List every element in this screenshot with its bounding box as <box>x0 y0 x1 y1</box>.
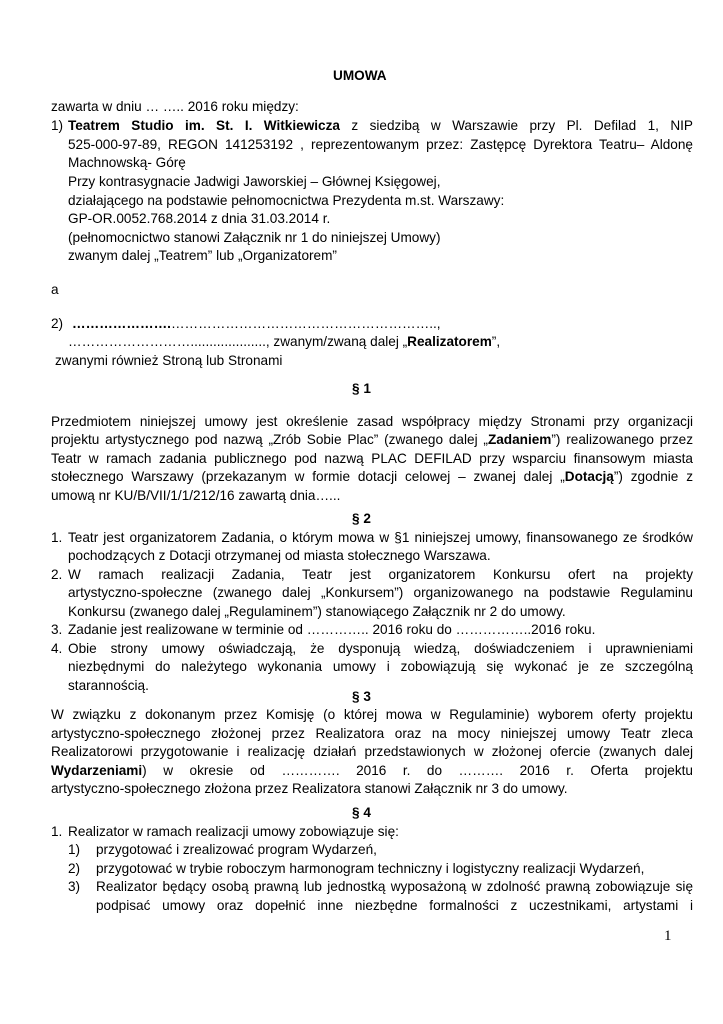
s4-sub3-line2: podpisać umowy oraz dopełnić inne niezbędne formalności z uczestnikami, artystami i <box>96 898 693 913</box>
s4-sub1-line1: przygotować i zrealizować program Wydarzeń, <box>96 842 377 857</box>
section1-heading: § 1 <box>352 381 371 396</box>
section4-heading: § 4 <box>352 805 371 820</box>
party2-line2: ………………………...................., zwanym/zwaną dalej „Realizatorem”, <box>68 334 501 349</box>
s2-item1-number: 1. <box>51 530 63 545</box>
s2-item4-number: 4. <box>51 641 63 656</box>
s2-item3-number: 3. <box>51 622 63 637</box>
s4-item1-text: Realizator w ramach realizacji umowy zobowiązuje się: <box>68 824 399 839</box>
s4-sub3-line1: Realizator będący osobą prawną lub jednostką wyposażoną w zdolność prawną zobowiązuje się <box>96 879 693 894</box>
party2-line3: zwanymi również Stroną lub Stronami <box>55 353 283 368</box>
section3-line2: artystyczno-społecznego złożonej przez Realizatora oraz na mocy niniejszej umowy Teatr zleca <box>51 726 693 741</box>
s2-item4-line3: starannością. <box>68 678 149 693</box>
party1-line4: Przy kontrasygnacie Jadwigi Jaworskiej – Głównej Księgowej, <box>68 174 441 189</box>
s2-item4-line2: niezbędnymi do należytego wykonania umowy i zobowiązują się wykonać je ze szczególną <box>68 659 693 674</box>
section2-heading: § 2 <box>352 511 371 526</box>
section3-line5: artystyczno-społecznego złożona przez Realizatora stanowi Załącznik nr 3 do umowy. <box>51 781 568 796</box>
s2-item4-line1: Obie strony umowy oświadczają, że dysponują wiedzą, doświadczeniem i uprawnieniami <box>68 641 693 656</box>
section3-line1: W związku z dokonanym przez Komisję (o której mowa w Regulaminie) wyborem oferty projektu <box>51 707 693 722</box>
wydarzeniami-term: Wydarzeniami <box>51 763 143 778</box>
party1-line6: GP-OR.0052.768.2014 z dnia 31.03.2014 r. <box>68 211 331 226</box>
party1-line2: 525-000-97-89, REGON 141253192 , reprezentowanym przez: Zastępcę Dyrektora Teatru– Aldonę <box>68 137 693 152</box>
section3-heading: § 3 <box>352 689 371 704</box>
section1-line1: Przedmiotem niniejszej umowy jest określenie zasad współpracy między Stronami przy organizacji <box>51 414 693 429</box>
section1-line5: umową nr KU/B/VII/1/1/212/16 zawartą dnia…... <box>51 488 341 503</box>
s2-item2-line2: artystyczno-społeczne (zwanego dalej „Konkursem”) organizowanego na podstawie Regulaminu <box>68 585 693 600</box>
s4-sub2-number: 2) <box>68 861 81 876</box>
party1-line7: (pełnomocnictwo stanowi Załącznik nr 1 do niniejszej Umowy) <box>68 230 441 245</box>
s2-item1-line2: pochodzących z Dotacji otrzymanej od miasta stołecznego Warszawa. <box>68 548 491 563</box>
s4-sub2-line1: przygotować w trybie roboczym harmonogram techniczny i logistyczny realizacji Wydarzeń, <box>96 861 645 876</box>
s4-sub3-number: 3) <box>68 879 81 894</box>
document-title: UMOWA <box>333 68 387 83</box>
party1-line5: działającego na podstawie pełnomocnictwa Prezydenta m.st. Warszawy: <box>68 193 505 208</box>
s2-item1-line1: Teatr jest organizatorem Zadania, o którym mowa w §1 niniejszej umowy, finansowanego ze środków <box>68 530 693 545</box>
s2-item2-line3: Konkursu (zwanego dalej „Regulaminem”) stanowiącego Załącznik nr 2 do umowy. <box>68 604 566 619</box>
party1-number: 1) <box>51 118 64 133</box>
section3-line3: Realizatorowi przygotowanie i realizację działań przedstawionych w złożonej ofercie (zwanych dalej <box>51 744 693 759</box>
section3-line4: Wydarzeniami) w okresie od …………. 2016 r. do ………. 2016 r. Oferta projektu <box>51 763 693 778</box>
s2-item2-number: 2. <box>51 567 63 582</box>
party1-line8: zwanym dalej „Teatrem” lub „Organizatorem” <box>68 248 337 263</box>
party2-number: 2) <box>51 316 64 331</box>
s4-item1-number: 1. <box>51 824 63 839</box>
party1-line3: Machnowską- Górę <box>68 155 186 170</box>
party1-line1: Teatrem Studio im. St. I. Witkiewicza z siedzibą w Warszawie przy Pl. Defilad 1, NIP <box>68 118 693 133</box>
s2-item3-line1: Zadanie jest realizowane w terminie od ………….. 2016 roku do ……………..2016 roku. <box>68 622 596 637</box>
section1-line4: stołecznego Warszawy (przekazanym w formie dotacji celowej – zwanej dalej „Dotacją”) zgodnie z <box>51 469 693 484</box>
party1-name: Teatrem Studio im. St. I. Witkiewicza <box>68 118 340 133</box>
intro-line: zawarta w dniu … ….. 2016 roku między: <box>51 99 299 114</box>
s4-sub1-number: 1) <box>68 842 81 857</box>
party2-line1: ………………….………………………………………………….., <box>72 316 441 331</box>
section1-line2: projektu artystycznego pod nazwą „Zrób Sobie Plac” (zwanego dalej „Zadaniem”) realizowanego przez <box>51 432 693 447</box>
and-conjunction: a <box>51 282 59 297</box>
s2-item2-line1: W ramach realizacji Zadania, Teatr jest organizatorem Konkursu ofert na projekty <box>68 567 693 582</box>
realizator-term: Realizatorem <box>407 334 492 349</box>
section1-line3: Teatr w ramach zadania publicznego pod nazwą PLAC DEFILAD przy wsparciu finansowym miasta <box>51 451 693 466</box>
page-number: 1 <box>664 928 672 944</box>
